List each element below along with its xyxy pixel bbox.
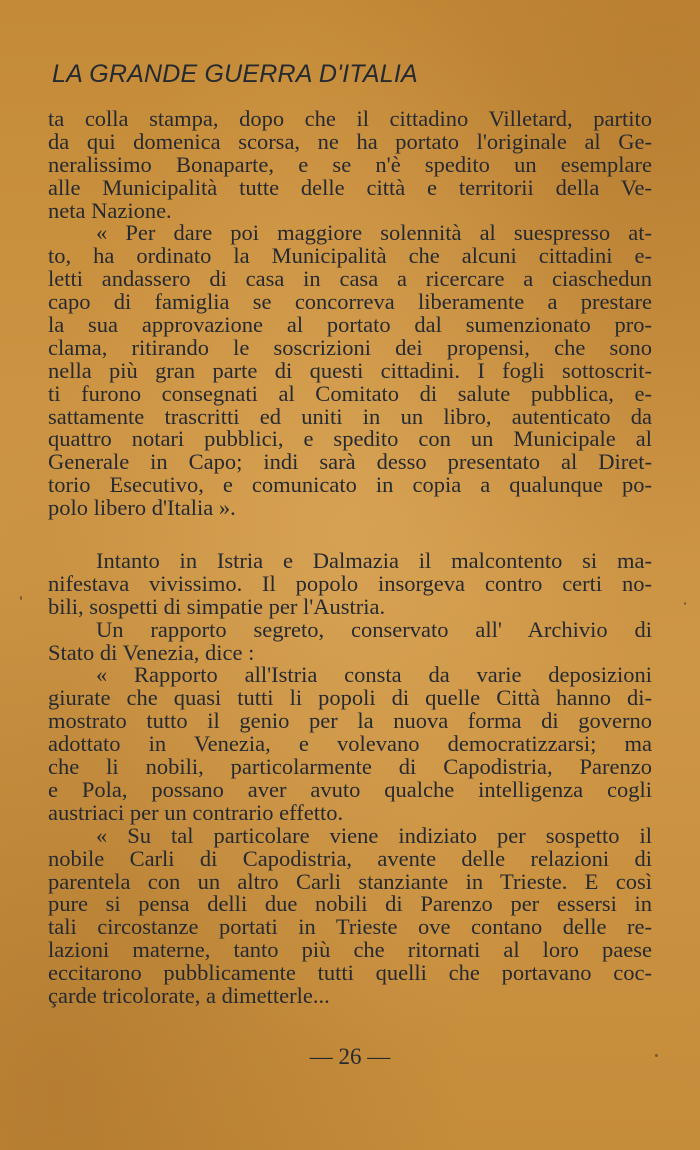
text-line: nifestava vivissimo. Il popolo insorgeva contro certi no- — [48, 570, 652, 596]
text-line: da qui domenica scorsa, ne ha portato l'originale al Ge- — [48, 128, 652, 154]
text-line: to, ha ordinato la Municipalità che alcuni cittadini e- — [48, 243, 652, 269]
paper-speck — [20, 596, 22, 600]
text-line: polo libero d'Italia ». — [48, 495, 236, 521]
paragraph-gap — [48, 520, 652, 550]
text-line: Stato di Venezia, dice : — [48, 639, 255, 665]
page-number: — 26 — — [309, 1044, 391, 1069]
text-line: letti andassero di casa in casa a ricercare a ciaschedun — [48, 266, 652, 292]
text-line: e Pola, possano aver avuto qualche intelligenza cogli — [48, 776, 652, 802]
paper-speck — [684, 602, 686, 605]
text-line: « Su tal particolare viene indiziato per sospetto il — [96, 822, 652, 848]
text-line: clama, ritirando le soscrizioni dei propensi, che sono — [48, 334, 652, 360]
text-line: Intanto in Istria e Dalmazia il malcontento si ma- — [96, 548, 652, 574]
paragraph — [48, 550, 652, 619]
text-line: torio Esecutivo, e comunicato in copia a qualunque po- — [48, 472, 652, 498]
text-line: nella più gran parte di questi cittadini. I fogli sottoscrit- — [48, 357, 652, 383]
text-line: çarde tricolorate, a dimetterle... — [48, 982, 330, 1008]
text-line: eccitarono pubblicamente tutti quelli che portavano coc- — [48, 960, 652, 986]
running-head: LA GRANDE GUERRA D'ITALIA — [52, 60, 418, 88]
text-line: adottato in Venezia, e volevano democratizzarsi; ma — [48, 731, 652, 757]
body-text — [48, 108, 652, 1008]
text-line: nobile Carli di Capodistria, avente delle relazioni di — [48, 845, 652, 871]
text-line: che li nobili, particolarmente di Capodistria, Parenzo — [48, 754, 652, 780]
text-line: sattamente trascritti ed uniti in un libro, autenticato da — [48, 403, 652, 429]
text-line: quattro notari pubblici, e spedito con un Municipale al — [48, 426, 652, 452]
paragraph — [48, 616, 652, 665]
text-line: mostrato tutto il genio per la nuova forma di governo — [48, 708, 652, 734]
paragraph — [48, 822, 652, 1008]
text-line: pure si pensa delli due nobili di Parenzo per essersi in — [48, 891, 652, 917]
text-line: ti furono consegnati al Comitato di salute pubblica, e- — [48, 380, 652, 406]
text-line: parentela con un altro Carli stanziante in Trieste. E così — [48, 868, 652, 894]
text-line: « Rapporto all'Istria consta da varie deposizioni — [96, 662, 652, 688]
text-line: capo di famiglia se concorreva liberamente a prestare — [48, 289, 652, 315]
paragraph — [48, 222, 652, 520]
text-line: bili, sospetti di simpatie per l'Austria. — [48, 593, 386, 619]
text-line: alle Municipalità tutte delle città e territorii della Ve- — [48, 174, 652, 200]
paragraph — [48, 664, 652, 824]
text-line: Un rapporto segreto, conservato all' Archivio di — [96, 616, 652, 642]
text-line: tali circostanze portati in Trieste ove contano delle re- — [48, 914, 652, 940]
text-line: lazioni materne, tanto più che ritornati al loro paese — [48, 937, 652, 963]
text-line: neralissimo Bonaparte, e se n'è spedito un esemplare — [48, 151, 652, 177]
text-line: « Per dare poi maggiore solennità al suespresso at- — [96, 220, 652, 246]
text-line: la sua approvazione al portato dal sumenzionato pro- — [48, 312, 652, 338]
paragraph — [48, 108, 652, 222]
text-line: Generale in Capo; indi sarà desso presentato al Diret- — [48, 449, 652, 475]
text-line: giurate che quasi tutti li popoli di quelle Città hanno di- — [48, 685, 652, 711]
text-line: austriaci per un contrario effetto. — [48, 799, 344, 825]
text-line: neta Nazione. — [48, 197, 172, 223]
paper-speck — [655, 1054, 658, 1057]
text-line: ta colla stampa, dopo che il cittadino Villetard, partito — [48, 106, 652, 131]
